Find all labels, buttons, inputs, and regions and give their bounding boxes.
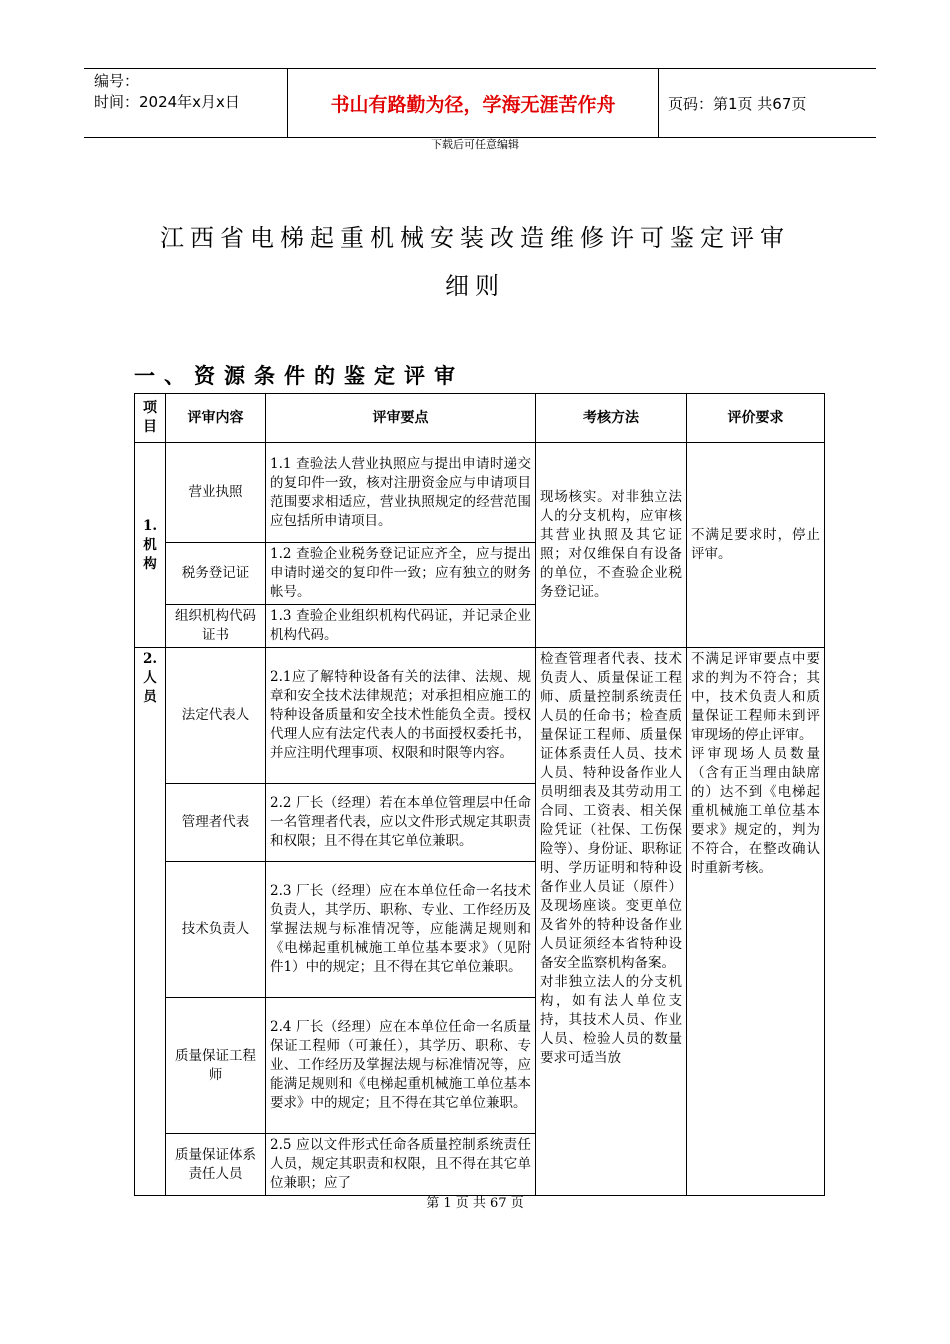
page-header bbox=[84, 68, 876, 138]
content-cell: 管理者代表 bbox=[166, 784, 266, 862]
item-cell: 2.人员 bbox=[135, 648, 166, 1196]
header-page-label: 页码：第1页 共67页 bbox=[668, 94, 807, 113]
table-row bbox=[135, 648, 825, 784]
header-requirement: 评价要求 bbox=[687, 394, 825, 443]
document-title-line2: 细则 bbox=[445, 272, 505, 300]
table-header-row bbox=[135, 394, 825, 443]
header-method: 考核方法 bbox=[536, 394, 687, 443]
edit-note: 下载后可任意编辑 bbox=[431, 138, 519, 151]
header-motto: 书山有路勤为径，学海无涯苦作舟 bbox=[330, 93, 616, 116]
points-cell: 1.3 查验企业组织机构代码证，并记录企业机构代码。 bbox=[266, 605, 536, 648]
document-title-line1: 江西省电梯起重机械安装改造维修许可鉴定评审 bbox=[160, 224, 790, 252]
content-cell: 质量保证工程师 bbox=[166, 998, 266, 1134]
points-cell: 2.3 厂长（经理）应在本单位任命一名技术负责人，其学历、职称、专业、工作经历及掌握法规与标准情况等，应能满足规则和《电梯起重机械施工单位基本要求》（见附件1）中的规定；且不得在其它单位兼职。 bbox=[266, 862, 536, 998]
requirement-cell: 不满足评审要点中要求的判为不符合；其中，技术负责人和质量保证工程师未到评审现场的停止评审。 评审现场人员数量（含有正当理由缺席的）达不到《电梯起重机械施工单位基本要求》规定的，判为不符合，在整改确认时重新考核。 bbox=[687, 648, 825, 1196]
header-meta bbox=[94, 71, 240, 113]
header-item: 项目 bbox=[135, 394, 166, 443]
number-label: 编号： bbox=[94, 72, 140, 90]
method-cell: 现场核实。对非独立法人的分支机构，应审核其营业执照及其它证照；对仅维保自有设备的单位，不查验企业税务登记证。 bbox=[536, 443, 687, 648]
content-cell: 营业执照 bbox=[166, 443, 266, 543]
points-cell: 1.1 查验法人营业执照应与提出申请时递交的复印件一致，核对注册资金应与申请项目范围要求相适应，营业执照规定的经营范围应包括所申请项目。 bbox=[266, 443, 536, 543]
item-cell: 1.机构 bbox=[135, 443, 166, 648]
header-content: 评审内容 bbox=[166, 394, 266, 443]
points-cell: 2.4 厂长（经理）应在本单位任命一名质量保证工程师（可兼任），其学历、职称、专业、工作经历及掌握法规与标准情况等，应能满足规则和《电梯起重机械施工单位基本要求》中的规定；且不得在其它单位兼职。 bbox=[266, 998, 536, 1134]
points-cell: 2.1应了解特种设备有关的法律、法规、规章和安全技术法律规范；对承担相应施工的特种设备质量和安全技术性能负全责。授权代理人应有法定代表人的书面授权委托书，并应注明代理事项、权限和时限等内容。 bbox=[266, 648, 536, 784]
section-heading: 一、资源条件的鉴定评审 bbox=[134, 364, 464, 388]
review-table bbox=[134, 393, 825, 1196]
content-cell: 税务登记证 bbox=[166, 543, 266, 605]
content-cell: 质量保证体系责任人员 bbox=[166, 1134, 266, 1196]
content-cell: 法定代表人 bbox=[166, 648, 266, 784]
page-footer: 第 1 页 共 67 页 bbox=[426, 1196, 524, 1211]
header-points: 评审要点 bbox=[266, 394, 536, 443]
requirement-cell: 不满足要求时，停止评审。 bbox=[687, 443, 825, 648]
points-cell: 2.5 应以文件形式任命各质量控制系统责任人员，规定其职责和权限，且不得在其它单位兼职；应了 bbox=[266, 1134, 536, 1196]
method-cell: 检查管理者代表、技术负责人、质量保证工程师、质量控制系统责任人员的任命书；检查质量保证工程师、质量保证体系责任人员、技术人员、特种设备作业人员明细表及其劳动用工合同、工资表、相关保险凭证（社保、工伤保险等）、身份证、职称证明、学历证明和特种设备作业人员证（原件）及现场座谈。变更单位及省外的特种设备作业人员证须经本省特种设备安全监察机构备案。 对非独立法人的分支机构，如有法人单位支持，其技术人员、作业人员、检验人员的数量要求可适当放 bbox=[536, 648, 687, 1196]
points-cell: 1.2 查验企业税务登记证应齐全，应与提出申请时递交的复印件一致；应有独立的财务帐号。 bbox=[266, 543, 536, 605]
table-row bbox=[135, 443, 825, 543]
time-label: 时间：2024年x月x日 bbox=[94, 93, 240, 111]
points-cell: 2.2 厂长（经理）若在本单位管理层中任命一名管理者代表，应以文件形式规定其职责和权限；且不得在其它单位兼职。 bbox=[266, 784, 536, 862]
content-cell: 组织机构代码证书 bbox=[166, 605, 266, 648]
content-cell: 技术负责人 bbox=[166, 862, 266, 998]
